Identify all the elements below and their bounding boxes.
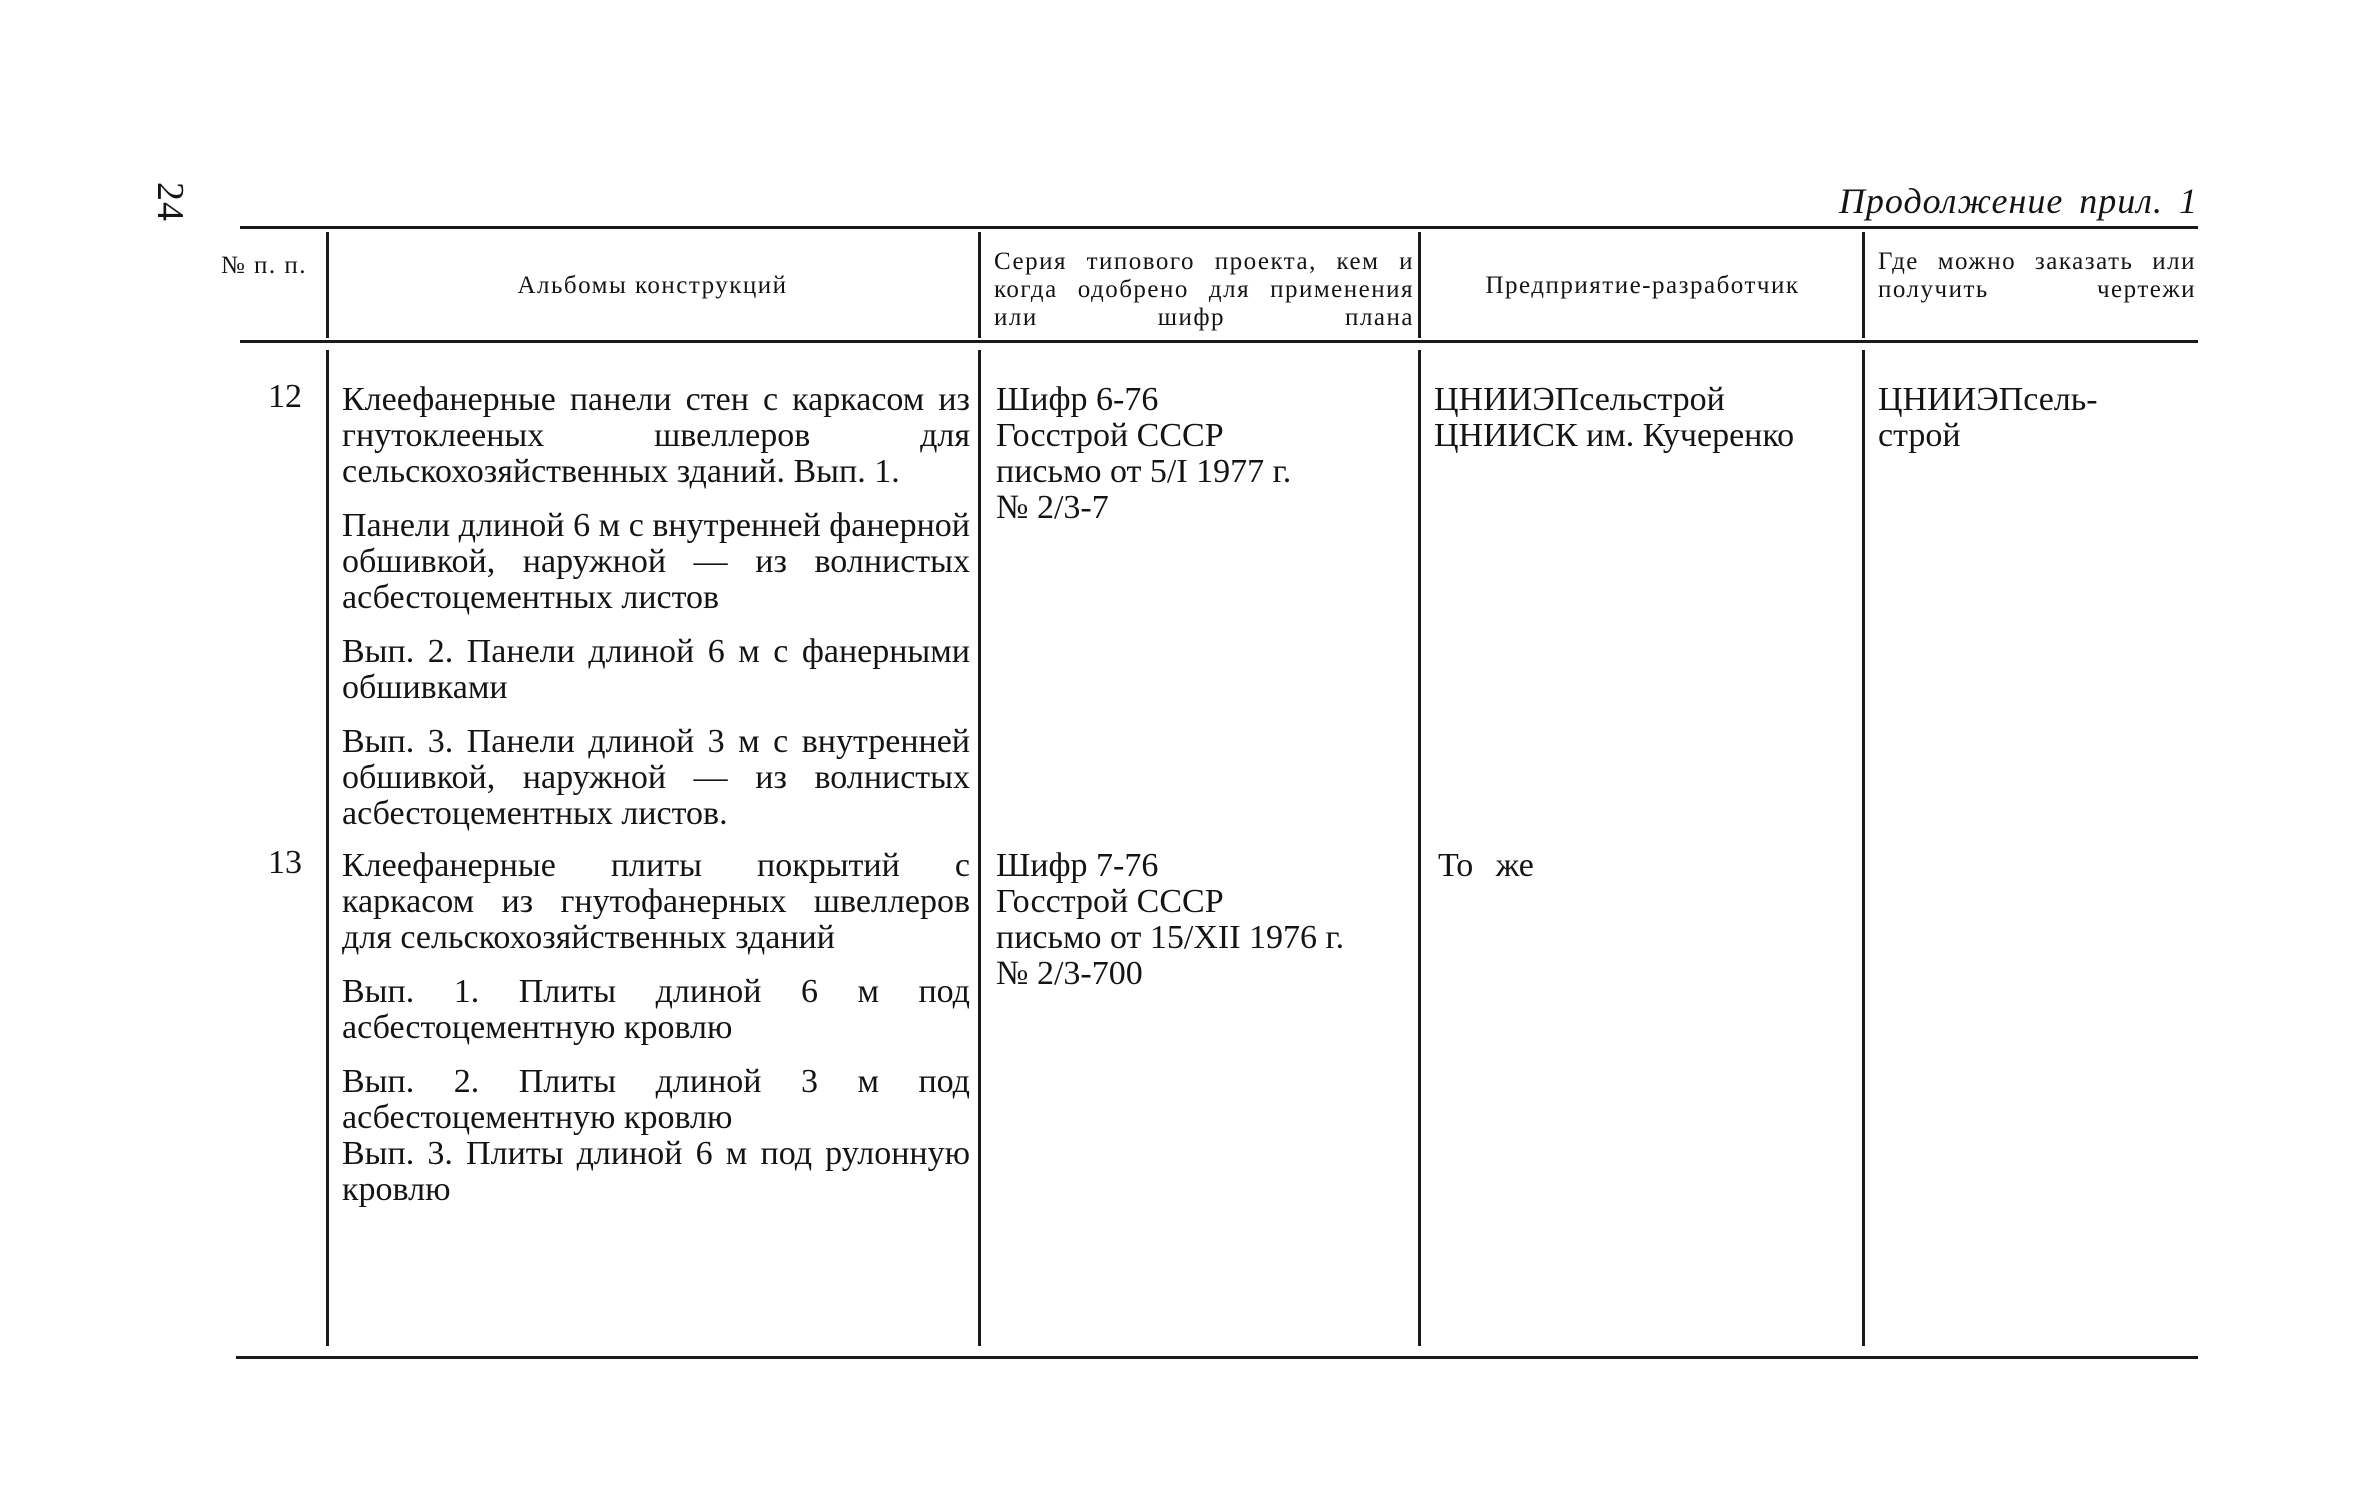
series-line: Госстрой СССР (996, 417, 1224, 454)
album-paragraph: Клеефанерные панели стен с каркасом из гнутоклееных швеллеров для сельскохозяйственных зданий. Вып. 1. (342, 381, 970, 490)
table-top-rule (240, 226, 2198, 229)
series-line: № 2/3-700 (996, 955, 1143, 992)
header-developer: Предприятие-разработчик (1485, 272, 1800, 299)
col-divider-1 (326, 350, 329, 1346)
col-divider-3 (1418, 350, 1421, 1346)
series-line: Шифр 6-76 (996, 381, 1159, 418)
developer-line: ЦНИИЭПсельстрой (1434, 381, 1725, 418)
album-paragraph: Вып. 1. Плиты длиной 6 м под асбестоцементную кровлю (342, 973, 970, 1046)
developer-cell (1438, 848, 1858, 884)
row-number: 13 (268, 844, 302, 881)
header-series: Серия типового проекта, кем и когда одобрено для применения или шифр плана (994, 248, 1414, 331)
page-number: 24 (149, 182, 191, 222)
continuation-label: Продолжение прил. 1 (1838, 181, 2198, 221)
series-line: письмо от 15/XII 1976 г. (996, 919, 1345, 956)
col-divider-2-header (978, 232, 981, 338)
where-line: ЦНИИЭПсель- (1878, 381, 2098, 418)
table-bottom-rule (236, 1356, 2198, 1359)
series-cell (996, 382, 1416, 526)
series-line: письмо от 5/I 1977 г. (996, 453, 1292, 490)
album-paragraph: Вып. 2. Панели длиной 6 м с фанерными обшивками (342, 633, 970, 706)
where-line: строй (1878, 417, 1961, 454)
album-paragraph: Вып. 3. Плиты длиной 6 м под рулонную кровлю (342, 1135, 970, 1208)
developer-line: То же (1438, 847, 1534, 884)
album-paragraph: Вып. 2. Плиты длиной 3 м под асбестоцементную кровлю (342, 1063, 970, 1136)
col-divider-2 (978, 350, 981, 1346)
album-paragraph: Панели длиной 6 м с внутренней фанерной обшивкой, наружной — из волнистых асбестоцементных листов (342, 507, 970, 616)
album-paragraph: Вып. 3. Панели длиной 3 м с внутренней обшивкой, наружной — из волнистых асбестоцементных листов. (342, 723, 970, 832)
album-list (342, 848, 970, 1208)
series-line: № 2/3-7 (996, 489, 1109, 526)
row-number: 12 (268, 378, 302, 415)
col-divider-4 (1862, 350, 1865, 1346)
col-divider-3-header (1418, 232, 1421, 338)
header-number: № п. п. (220, 252, 308, 279)
album-list (342, 382, 970, 832)
series-cell (996, 848, 1416, 992)
album-paragraph: Клеефанерные плиты покрытий с каркасом из гнутофанерных швеллеров для сельскохозяйственных зданий (342, 847, 970, 956)
where-cell (1878, 382, 2198, 454)
col-divider-1-header (326, 232, 329, 338)
developer-line: ЦНИИСК им. Кучеренко (1434, 417, 1795, 454)
col-divider-4-header (1862, 232, 1865, 338)
series-line: Госстрой СССР (996, 883, 1224, 920)
developer-cell (1434, 382, 1860, 454)
header-bottom-rule (240, 340, 2198, 343)
header-albums: Альбомы конструкций (517, 272, 788, 299)
header-where: Где можно заказать или получить чертежи (1878, 248, 2196, 303)
series-line: Шифр 7-76 (996, 847, 1159, 884)
